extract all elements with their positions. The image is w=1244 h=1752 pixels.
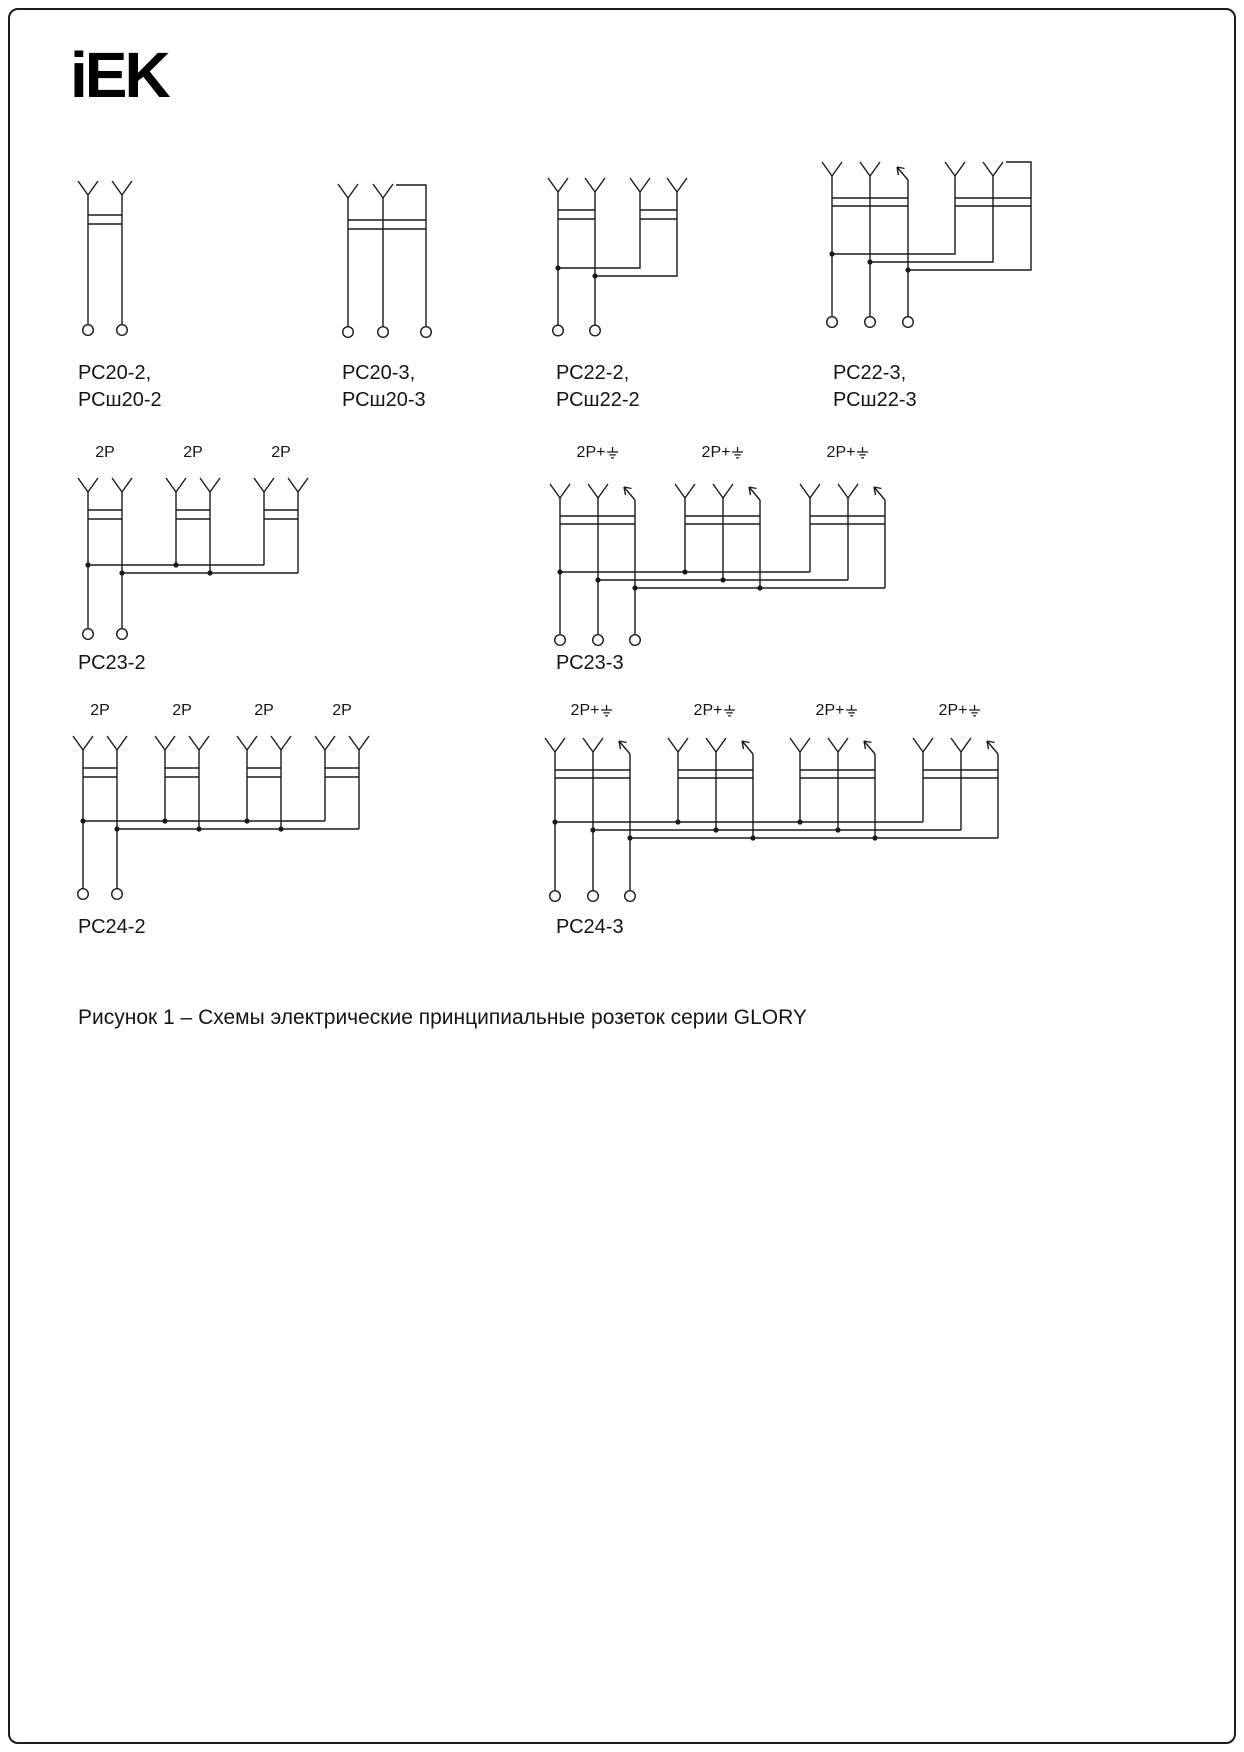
terminal-circles — [555, 635, 641, 646]
earth-icon — [856, 446, 869, 460]
wires — [83, 750, 359, 889]
socket-contact-icons — [78, 478, 308, 492]
pc24-3-drawing — [543, 700, 1023, 940]
pole-label-text: 2Р+ — [693, 702, 723, 719]
pole-label-text: 2Р+ — [570, 702, 600, 719]
pole-label-text: 2Р — [332, 702, 352, 719]
iek-logo: iEK — [70, 39, 168, 111]
socket-contact-icons — [822, 162, 1003, 176]
schematic-label-pc22-3 — [833, 360, 917, 414]
pc22-3-drawing — [820, 150, 1050, 362]
pole-label — [827, 444, 870, 462]
pole-label — [571, 702, 614, 720]
pole-label — [694, 702, 737, 720]
schematic-pc22-2 — [548, 158, 693, 358]
figure-caption: Рисунок 1 – Схемы электрические принципиальные розеток серии GLORY — [78, 1006, 807, 1029]
pole-label — [702, 444, 745, 462]
schematic-pc22-3 — [820, 150, 1050, 362]
schematic-label-pc22-2 — [556, 360, 640, 414]
pc24-2-drawing — [68, 700, 378, 935]
pole-label — [95, 444, 115, 462]
terminal-circles — [83, 325, 128, 336]
schematic-pc20-2 — [76, 158, 156, 358]
pole-label-text: 2Р — [254, 702, 274, 719]
pc22-2-drawing — [548, 158, 693, 358]
earth-icon — [600, 704, 613, 718]
pc23-2-drawing — [70, 442, 320, 672]
pole-label-text: 2Р+ — [826, 444, 856, 461]
wires — [555, 752, 998, 891]
earth-icon — [606, 446, 619, 460]
earth-icon — [968, 704, 981, 718]
label-line1: РС22-2, — [556, 362, 630, 384]
terminal-circles — [78, 889, 123, 900]
pole-label — [90, 702, 110, 720]
socket-contact-icons — [338, 184, 393, 198]
pole-label-text: 2Р+ — [576, 444, 606, 461]
pc20-3-drawing — [336, 158, 446, 363]
schematic-label-pc24-3 — [556, 914, 624, 941]
label-line1: РС20-3, — [342, 362, 416, 384]
schematic-pc20-3 — [336, 158, 446, 363]
pole-label — [271, 444, 291, 462]
pole-label — [254, 702, 274, 720]
terminal-circles — [550, 891, 636, 902]
schematic-label-pc23-3 — [556, 650, 624, 677]
wires — [832, 162, 1031, 317]
socket-contact-icons — [73, 736, 369, 750]
earth-contact-arrow-icons — [619, 741, 998, 754]
wires — [560, 498, 885, 635]
schematic-pc24-2 — [68, 700, 378, 935]
wires — [558, 192, 677, 325]
label-line1: РС24-2 — [78, 916, 146, 938]
pole-label-text: 2Р+ — [815, 702, 845, 719]
schematic-pc24-3 — [543, 700, 1023, 940]
label-line1: РС23-2 — [78, 652, 146, 674]
pc23-3-drawing — [548, 442, 908, 674]
socket-contact-icons — [548, 178, 687, 192]
label-line1: РС22-3, — [833, 362, 907, 384]
pole-label — [939, 702, 982, 720]
pole-label-text: 2Р — [90, 702, 110, 719]
wires — [348, 185, 426, 327]
earth-icon — [723, 704, 736, 718]
label-line1: РС24-3 — [556, 916, 624, 938]
pole-label-text: 2Р — [271, 444, 291, 461]
earth-contact-arrow-icons — [624, 487, 885, 500]
pole-label — [332, 702, 352, 720]
schematic-pc23-2 — [70, 442, 320, 672]
pc20-2-drawing — [76, 158, 156, 358]
label-line2: РСш22-3 — [833, 389, 917, 411]
pole-label-text: 2Р+ — [701, 444, 731, 461]
pole-label — [577, 444, 620, 462]
label-line2: РСш20-3 — [342, 389, 426, 411]
schematic-pc23-3 — [548, 442, 908, 674]
wires — [88, 492, 298, 629]
terminal-circles — [553, 325, 601, 336]
schematic-label-pc23-2 — [78, 650, 146, 677]
wires — [88, 195, 122, 325]
pole-label-text: 2Р — [95, 444, 115, 461]
earth-contact-arrow-icon — [897, 167, 908, 180]
pole-label — [172, 702, 192, 720]
terminal-circles — [83, 629, 128, 640]
pole-label-text: 2Р — [183, 444, 203, 461]
pole-label-text: 2Р — [172, 702, 192, 719]
label-line1: РС23-3 — [556, 652, 624, 674]
label-line2: РСш22-2 — [556, 389, 640, 411]
schematic-label-pc20-3 — [342, 360, 426, 414]
socket-contact-icons — [545, 738, 971, 752]
schematic-label-pc24-2 — [78, 914, 146, 941]
earth-icon — [731, 446, 744, 460]
earth-icon — [845, 704, 858, 718]
socket-contact-icons — [550, 484, 858, 498]
label-line2: РСш20-2 — [78, 389, 162, 411]
terminal-circles — [343, 327, 432, 338]
terminal-circles — [827, 317, 914, 328]
socket-contact-icons — [78, 181, 132, 195]
pole-label-text: 2Р+ — [938, 702, 968, 719]
pole-label — [183, 444, 203, 462]
label-line1: РС20-2, — [78, 362, 152, 384]
pole-label — [816, 702, 859, 720]
schematic-label-pc20-2 — [78, 360, 162, 414]
